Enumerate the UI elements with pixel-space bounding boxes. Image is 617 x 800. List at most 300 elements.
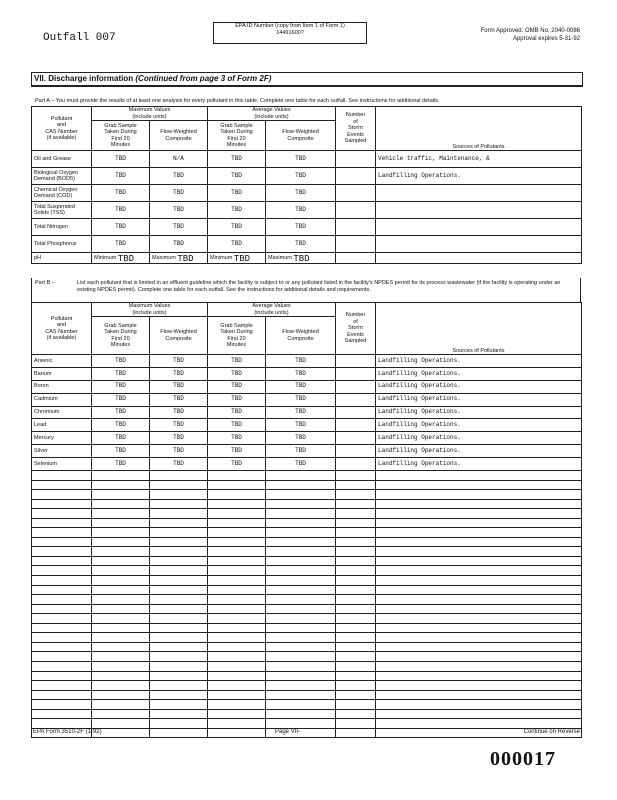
blank-cell (32, 623, 92, 633)
table-row (32, 499, 582, 509)
blank-cell (266, 518, 336, 528)
blank-cell (32, 661, 92, 671)
blank-cell (336, 700, 376, 710)
table-row (32, 556, 582, 566)
blank-cell (92, 652, 150, 662)
blank-cell (266, 537, 336, 547)
continue-note: Continue on Reverse (523, 729, 580, 735)
blank-cell (92, 576, 150, 586)
blank-cell (208, 604, 266, 614)
blank-cell (336, 671, 376, 681)
blank-cell (208, 499, 266, 509)
blank-cell (208, 547, 266, 557)
cell-events (336, 355, 376, 368)
col-avg-values-b: Average Values (include units) (208, 303, 336, 317)
cell-name: Mercury (32, 432, 92, 445)
blank-cell (376, 671, 582, 681)
cell-src: Landfilling Operations. (376, 419, 582, 432)
blank-cell (266, 700, 336, 710)
blank-cell (376, 719, 582, 729)
blank-cell (376, 595, 582, 605)
blank-cell (150, 652, 208, 662)
blank-cell (92, 595, 150, 605)
blank-cell (208, 595, 266, 605)
cell-f1: TBD (150, 432, 208, 445)
blank-cell (92, 633, 150, 643)
table-row (32, 576, 582, 586)
blank-cell (266, 633, 336, 643)
blank-cell (32, 566, 92, 576)
blank-cell (376, 490, 582, 500)
table-row (32, 537, 582, 547)
blank-cell (92, 719, 150, 729)
blank-cell (336, 556, 376, 566)
table-row (32, 419, 582, 432)
blank-cell (376, 604, 582, 614)
form-number: EPA Form 3510-2F (1-92) (33, 729, 102, 735)
col-max-values-b: Maximum Values (include units) (92, 303, 208, 317)
blank-cell (208, 642, 266, 652)
section-title-bar (31, 72, 583, 87)
table-row (32, 719, 582, 729)
table-row (32, 547, 582, 557)
blank-cell (150, 614, 208, 624)
table-row (32, 633, 582, 643)
blank-cell (376, 623, 582, 633)
blank-cell (150, 642, 208, 652)
blank-cell (336, 595, 376, 605)
col-grab-2: Grab Sample Taken During First 20 Minutes (208, 121, 266, 151)
cell-events (336, 406, 376, 419)
cell-g2: TBD (208, 355, 266, 368)
blank-cell (92, 690, 150, 700)
cell-f1: TBD (150, 445, 208, 458)
blank-cell (336, 471, 376, 481)
table-row (32, 681, 582, 691)
blank-cell (92, 509, 150, 519)
cell-g1: TBD (92, 432, 150, 445)
blank-cell (376, 642, 582, 652)
blank-cell (32, 528, 92, 538)
blank-cell (150, 690, 208, 700)
blank-cell (32, 633, 92, 643)
table-row (32, 623, 582, 633)
table-row (32, 690, 582, 700)
cell-name: Arsenic (32, 355, 92, 368)
blank-cell (208, 709, 266, 719)
cell-f2: TBD (266, 419, 336, 432)
blank-cell (150, 604, 208, 614)
blank-cell (336, 518, 376, 528)
blank-cell (32, 499, 92, 509)
cell-g2: TBD (208, 406, 266, 419)
blank-cell (208, 528, 266, 538)
blank-cell (266, 585, 336, 595)
blank-cell (92, 528, 150, 538)
ph-row: pH Minimum TBD Maximum TBD Minimum TBD Maximum TBD (32, 253, 582, 264)
blank-cell (336, 585, 376, 595)
cell-events (336, 445, 376, 458)
blank-cell (32, 585, 92, 595)
section-title-cont: (Continued from page 3 of Form 2F) (135, 74, 272, 83)
blank-cell (376, 566, 582, 576)
blank-cell (336, 690, 376, 700)
blank-cell (208, 556, 266, 566)
blank-cell (208, 518, 266, 528)
cell-events (336, 458, 376, 471)
cell-name: Cadmium (32, 393, 92, 406)
blank-cell (336, 537, 376, 547)
table-row (32, 432, 582, 445)
blank-cell (266, 671, 336, 681)
blank-cell (150, 547, 208, 557)
cell-src: Landfilling Operations. (376, 458, 582, 471)
blank-cell (266, 642, 336, 652)
blank-cell (150, 671, 208, 681)
cell-f1: TBD (150, 367, 208, 380)
blank-cell (376, 509, 582, 519)
blank-cell (266, 556, 336, 566)
blank-cell (376, 681, 582, 691)
cell-events (336, 393, 376, 406)
table-row (32, 471, 582, 481)
blank-cell (32, 480, 92, 490)
cell-f2: TBD (266, 380, 336, 393)
blank-cell (92, 661, 150, 671)
blank-cell (32, 604, 92, 614)
cell-g1: TBD (92, 419, 150, 432)
blank-cell (336, 604, 376, 614)
blank-cell (266, 480, 336, 490)
blank-cell (92, 709, 150, 719)
blank-cell (92, 499, 150, 509)
blank-cell (32, 518, 92, 528)
col-flow-2: Flow-Weighted Composite (266, 121, 336, 151)
blank-cell (150, 623, 208, 633)
blank-cell (92, 604, 150, 614)
cell-src: Landfilling Operations. (376, 355, 582, 368)
blank-cell (32, 537, 92, 547)
blank-cell (336, 633, 376, 643)
table-row (32, 700, 582, 710)
cell-src: Landfilling Operations. (376, 380, 582, 393)
col-sources-b: Sources of Pollutants (376, 303, 582, 355)
col-pollutant-b: Pollutant and CAS Number (if available) (32, 303, 92, 355)
blank-cell (150, 566, 208, 576)
cell-src: Landfilling Operations. (376, 432, 582, 445)
blank-cell (266, 547, 336, 557)
blank-cell (150, 499, 208, 509)
blank-cell (266, 719, 336, 729)
blank-cell (92, 556, 150, 566)
blank-cell (336, 499, 376, 509)
blank-cell (266, 623, 336, 633)
cell-f1: TBD (150, 458, 208, 471)
blank-cell (336, 642, 376, 652)
blank-cell (208, 690, 266, 700)
blank-cell (92, 471, 150, 481)
cell-events (336, 419, 376, 432)
blank-cell (92, 537, 150, 547)
col-max-values: Maximum Values (include units) (92, 107, 208, 121)
blank-cell (150, 633, 208, 643)
blank-cell (32, 671, 92, 681)
blank-cell (336, 576, 376, 586)
blank-cell (208, 566, 266, 576)
part-a-table (31, 106, 582, 264)
blank-cell (336, 490, 376, 500)
blank-cell (92, 671, 150, 681)
blank-cell (266, 576, 336, 586)
outfall-label: Outfall 007 (43, 32, 116, 44)
cell-events (336, 380, 376, 393)
blank-cell (92, 518, 150, 528)
table-row (32, 518, 582, 528)
blank-cell (150, 471, 208, 481)
blank-cell (208, 671, 266, 681)
table-row (32, 406, 582, 419)
blank-cell (208, 585, 266, 595)
epa-id-value: 14491600? (276, 29, 304, 36)
cell-f2: TBD (266, 445, 336, 458)
blank-cell (150, 528, 208, 538)
blank-cell (32, 547, 92, 557)
cell-events (336, 367, 376, 380)
blank-cell (376, 499, 582, 509)
blank-cell (266, 509, 336, 519)
blank-cell (376, 709, 582, 719)
blank-cell (208, 728, 266, 738)
table-row: Total Nitrogen TBD TBD TBD TBD (32, 219, 582, 236)
blank-cell (266, 614, 336, 624)
cell-g2: TBD (208, 367, 266, 380)
blank-cell (376, 585, 582, 595)
table-row (32, 661, 582, 671)
blank-cell (208, 661, 266, 671)
table-row (32, 528, 582, 538)
blank-cell (376, 652, 582, 662)
blank-cell (32, 576, 92, 586)
col-events: Number of Storm Events Sampled (336, 107, 376, 151)
bates-number: 000017 (490, 748, 556, 770)
blank-cell (92, 614, 150, 624)
blank-cell (336, 623, 376, 633)
part-a-instructions: Part A – You must provide the results of at least one analysis for every pollutant in this table. Complete one table for each outfall. See instructions for additional details. (35, 98, 440, 104)
cell-f2: TBD (266, 432, 336, 445)
blank-cell (336, 566, 376, 576)
blank-cell (92, 480, 150, 490)
cell-name: Lead (32, 419, 92, 432)
col-flow-2b: Flow-Weighted Composite (266, 317, 336, 355)
cell-name: Selenium (32, 458, 92, 471)
blank-cell (336, 661, 376, 671)
col-grab-1: Grab Sample Taken During First 20 Minutes (92, 121, 150, 151)
blank-cell (32, 719, 92, 729)
blank-cell (32, 509, 92, 519)
col-grab-2b: Grab Sample Taken During First 20 Minutes (208, 317, 266, 355)
table-row (32, 709, 582, 719)
col-sources: Sources of Pollutants (376, 107, 582, 151)
cell-f1: TBD (150, 380, 208, 393)
table-row: Total Phosphorus TBD TBD TBD TBD (32, 236, 582, 253)
part-b-label: Part B – (35, 280, 55, 286)
blank-cell (208, 537, 266, 547)
epa-id-box (213, 22, 367, 44)
cell-name: Barium (32, 367, 92, 380)
blank-cell (376, 700, 582, 710)
table-row (32, 490, 582, 500)
blank-cell (150, 661, 208, 671)
cell-f1: TBD (150, 355, 208, 368)
blank-cell (150, 681, 208, 691)
cell-g1: TBD (92, 355, 150, 368)
table-row (32, 671, 582, 681)
cell-src: Landfilling Operations. (376, 445, 582, 458)
blank-cell (92, 566, 150, 576)
blank-cell (32, 681, 92, 691)
blank-cell (150, 728, 208, 738)
blank-cell (92, 490, 150, 500)
blank-cell (32, 595, 92, 605)
blank-cell (208, 614, 266, 624)
cell-g2: TBD (208, 393, 266, 406)
blank-cell (376, 547, 582, 557)
cell-g1: TBD (92, 393, 150, 406)
blank-cell (376, 556, 582, 566)
blank-cell (266, 661, 336, 671)
blank-cell (376, 614, 582, 624)
table-row (32, 445, 582, 458)
blank-cell (208, 509, 266, 519)
blank-cell (376, 480, 582, 490)
table-row (32, 595, 582, 605)
blank-cell (336, 509, 376, 519)
blank-cell (150, 595, 208, 605)
blank-cell (376, 633, 582, 643)
part-b-instructions: List each pollutant that is limited in an effluent guideline which the facility is subject to or any pollutant listed in the facility's NPDES permit for its process wastewater (if the facility is operating under an existing NPDES permit). Complete one table for each outfall. See the instructions for additional details and requirements. (77, 280, 561, 293)
blank-cell (376, 690, 582, 700)
cell-f1: TBD (150, 393, 208, 406)
blank-cell (32, 642, 92, 652)
blank-cell (92, 681, 150, 691)
blank-cell (336, 709, 376, 719)
blank-cell (150, 709, 208, 719)
cell-g2: TBD (208, 458, 266, 471)
blank-cell (32, 709, 92, 719)
page-number: Page VII- (275, 729, 301, 735)
approval-expires: Approval expires 5-31-92 (512, 36, 580, 42)
blank-cell (376, 471, 582, 481)
table-row: Total Suspended Solids (TSS) TBD TBD TBD TBD (32, 202, 582, 219)
cell-events (336, 432, 376, 445)
blank-cell (208, 700, 266, 710)
blank-cell (376, 518, 582, 528)
blank-cell (376, 661, 582, 671)
col-flow-1: Flow-Weighted Composite (150, 121, 208, 151)
table-row (32, 355, 582, 368)
blank-cell (150, 490, 208, 500)
blank-cell (266, 499, 336, 509)
cell-g2: TBD (208, 380, 266, 393)
blank-cell (150, 509, 208, 519)
blank-cell (32, 614, 92, 624)
cell-g1: TBD (92, 458, 150, 471)
blank-cell (336, 614, 376, 624)
blank-cell (32, 556, 92, 566)
blank-cell (150, 576, 208, 586)
blank-cell (92, 585, 150, 595)
blank-cell (32, 471, 92, 481)
blank-cell (208, 490, 266, 500)
blank-cell (208, 652, 266, 662)
cell-name: Boron (32, 380, 92, 393)
part-b-instr-box (31, 278, 581, 302)
table-row: Chemical Oxygen Demand (COD) TBD TBD TBD TBD (32, 185, 582, 202)
blank-cell (336, 480, 376, 490)
cell-g1: TBD (92, 406, 150, 419)
blank-cell (266, 490, 336, 500)
blank-cell (266, 471, 336, 481)
cell-name: Silver (32, 445, 92, 458)
blank-cell (336, 681, 376, 691)
cell-g1: TBD (92, 367, 150, 380)
blank-cell (208, 480, 266, 490)
blank-cell (376, 528, 582, 538)
table-row (32, 642, 582, 652)
blank-cell (266, 681, 336, 691)
table-row: Biological Oxygen Demand (BOD5) TBD TBD TBD TBD Landfilling Operations. (32, 168, 582, 185)
blank-cell (92, 547, 150, 557)
cell-g2: TBD (208, 445, 266, 458)
table-row (32, 509, 582, 519)
blank-cell (266, 709, 336, 719)
blank-cell (150, 518, 208, 528)
table-row (32, 566, 582, 576)
section-title: VII. Discharge information (34, 74, 134, 83)
cell-name: Chromium (32, 406, 92, 419)
blank-cell (32, 490, 92, 500)
blank-cell (266, 652, 336, 662)
cell-f1: TBD (150, 419, 208, 432)
blank-cell (208, 681, 266, 691)
blank-cell (336, 547, 376, 557)
cell-src: Landfilling Operations. (376, 393, 582, 406)
blank-cell (150, 719, 208, 729)
blank-cell (266, 690, 336, 700)
blank-cell (32, 652, 92, 662)
cell-src: Landfilling Operations. (376, 406, 582, 419)
blank-cell (266, 604, 336, 614)
cell-f1: TBD (150, 406, 208, 419)
blank-cell (266, 595, 336, 605)
form-approved: Form Approved. OMB No. 2040-0086 (480, 28, 580, 34)
blank-cell (92, 642, 150, 652)
blank-cell (266, 566, 336, 576)
blank-cell (150, 480, 208, 490)
blank-cell (376, 537, 582, 547)
table-row (32, 585, 582, 595)
blank-cell (208, 719, 266, 729)
blank-cell (150, 556, 208, 566)
blank-cell (208, 633, 266, 643)
table-row (32, 652, 582, 662)
epa-id-label: EPA ID Number (copy from Item 1 of Form 1) (235, 23, 345, 29)
blank-cell (336, 528, 376, 538)
cell-f2: TBD (266, 406, 336, 419)
col-pollutant: Pollutant and CAS Number (if available) (32, 107, 92, 151)
cell-f2: TBD (266, 393, 336, 406)
table-row (32, 480, 582, 490)
